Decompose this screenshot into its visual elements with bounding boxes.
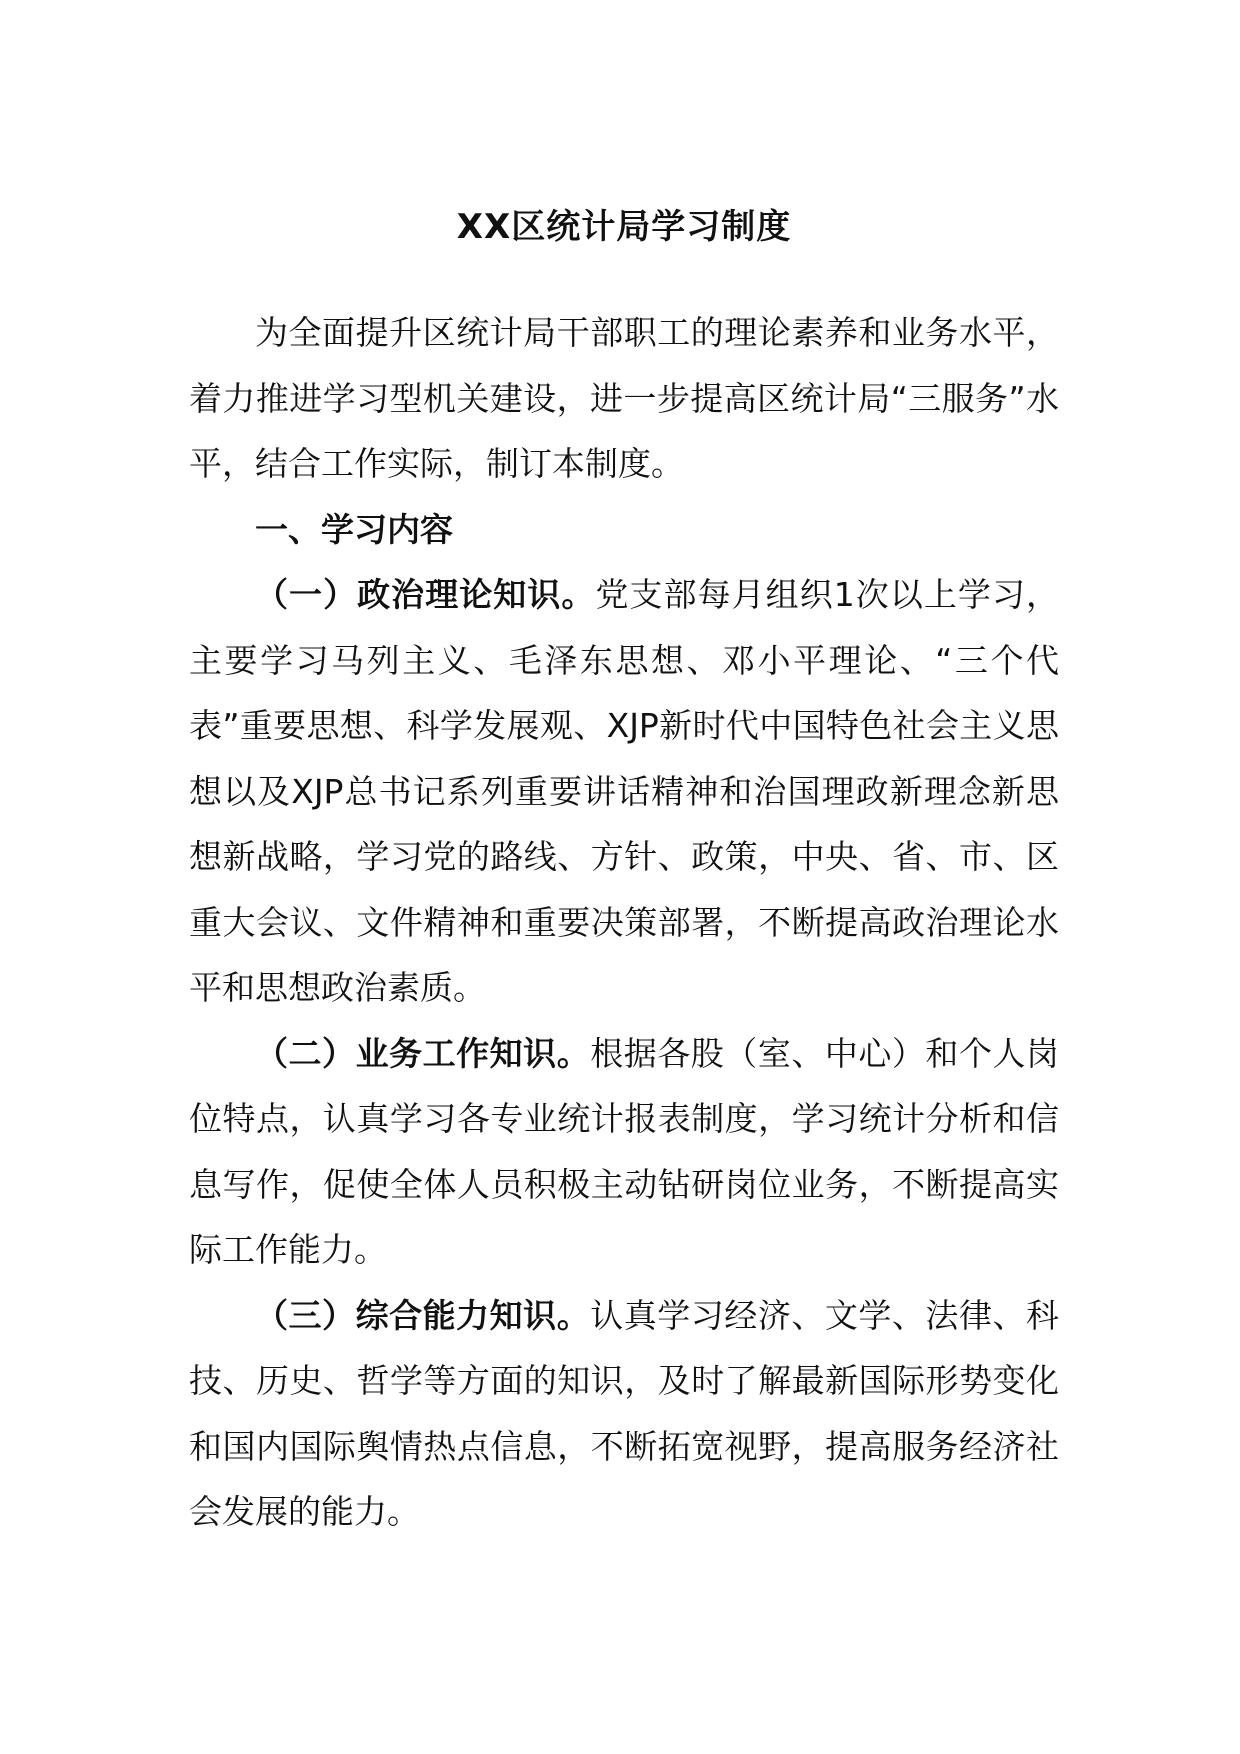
item-text: 认真学习经济、文学、法律、科技、历史、哲学等方面的知识，及时了解最新国际形势变化和国内国际舆情热点信息，不断拓宽视野，提高服务经济社会发展的能力。 [189,1295,1060,1531]
document-body [189,300,1059,1545]
item-political-theory [189,562,1059,1021]
item-lead: （三）综合能力知识。 [255,1295,591,1335]
item-business-knowledge [189,1021,1059,1283]
section-heading: 一、学习内容 [255,509,453,549]
item-lead: （二）业务工作知识。 [255,1033,591,1073]
document-title: XX区统计局学习制度 [456,207,792,247]
item-text: 党支部每月组织1次以上学习，主要学习马列主义、毛泽东思想、邓小平理论、“三个代表”重要思想、科学发展观、XJP新时代中国特色社会主义思想以及XJP总书记系列重要讲话精神和治国理政新理念新思想新战略，学习党的路线、方针、政策，中央、省、市、区重大会议、文件精神和重要决策部署，不断提高政治理论水平和思想政治素质。 [189,575,1059,1007]
intro-paragraph: 为全面提升区统计局干部职工的理论素养和业务水平，着力推进学习型机关建设，进一步提高区统计局“三服务”水平，结合工作实际，制订本制度。 [189,313,1059,483]
item-text: 根据各股（室、中心）和个人岗位特点，认真学习各专业统计报表制度，学习统计分析和信息写作，促使全体人员积极主动钻研岗位业务，不断提高实际工作能力。 [189,1033,1060,1269]
item-lead: （一）政治理论知识。 [255,575,596,614]
item-comprehensive-ability [189,1283,1059,1545]
